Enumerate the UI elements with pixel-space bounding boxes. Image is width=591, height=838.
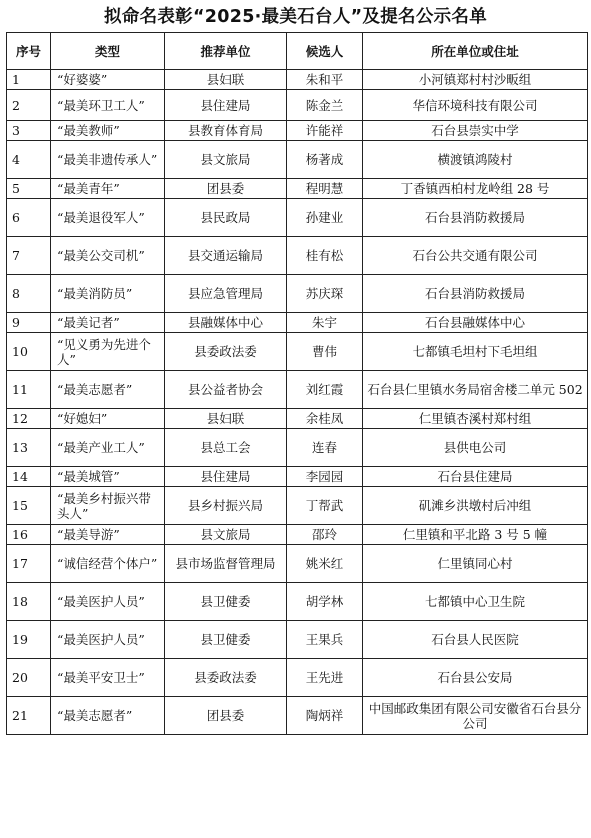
row-type: “最美乡村振兴带头人” bbox=[51, 487, 165, 525]
row-address: 石台县崇实中学 bbox=[363, 121, 588, 141]
row-unit: 县住建局 bbox=[165, 467, 287, 487]
row-unit: 团县委 bbox=[165, 179, 287, 199]
row-number: 4 bbox=[7, 141, 51, 179]
row-unit: 县融媒体中心 bbox=[165, 313, 287, 333]
row-nominee: 朱和平 bbox=[287, 70, 363, 90]
row-type: “最美医护人员” bbox=[51, 621, 165, 659]
row-nominee: 苏庆琛 bbox=[287, 275, 363, 313]
row-number: 18 bbox=[7, 583, 51, 621]
table-row bbox=[7, 409, 588, 429]
row-type: “好婆婆” bbox=[51, 70, 165, 90]
row-unit: 县交通运输局 bbox=[165, 237, 287, 275]
table-row bbox=[7, 179, 588, 199]
row-address: 小河镇郑村村沙畈组 bbox=[363, 70, 588, 90]
row-nominee: 孙建业 bbox=[287, 199, 363, 237]
row-type: “最美消防员” bbox=[51, 275, 165, 313]
row-address: 矶滩乡洪墩村后冲组 bbox=[363, 487, 588, 525]
row-number: 11 bbox=[7, 371, 51, 409]
row-number: 21 bbox=[7, 697, 51, 735]
table-row bbox=[7, 545, 588, 583]
row-number: 14 bbox=[7, 467, 51, 487]
table-row bbox=[7, 429, 588, 467]
row-nominee: 曹伟 bbox=[287, 333, 363, 371]
table-row bbox=[7, 141, 588, 179]
row-nominee: 姚米红 bbox=[287, 545, 363, 583]
row-unit: 县文旅局 bbox=[165, 525, 287, 545]
row-number: 7 bbox=[7, 237, 51, 275]
row-address: 石台县仁里镇水务局宿舍楼二单元 502 bbox=[363, 371, 588, 409]
row-unit: 县住建局 bbox=[165, 90, 287, 121]
row-unit: 县卫健委 bbox=[165, 621, 287, 659]
table-row bbox=[7, 621, 588, 659]
row-nominee: 朱宇 bbox=[287, 313, 363, 333]
row-nominee: 李园园 bbox=[287, 467, 363, 487]
row-unit: 县教育体育局 bbox=[165, 121, 287, 141]
row-number: 2 bbox=[7, 90, 51, 121]
row-unit: 县公益者协会 bbox=[165, 371, 287, 409]
row-number: 16 bbox=[7, 525, 51, 545]
table-row bbox=[7, 697, 588, 735]
row-address: 七都镇毛坦村下毛坦组 bbox=[363, 333, 588, 371]
row-type: “最美导游” bbox=[51, 525, 165, 545]
row-number: 3 bbox=[7, 121, 51, 141]
table-row bbox=[7, 525, 588, 545]
row-nominee: 连春 bbox=[287, 429, 363, 467]
header-name: 候选人 bbox=[287, 33, 363, 70]
row-type: “最美产业工人” bbox=[51, 429, 165, 467]
row-unit: 县民政局 bbox=[165, 199, 287, 237]
row-number: 13 bbox=[7, 429, 51, 467]
row-nominee: 余桂凤 bbox=[287, 409, 363, 429]
row-nominee: 刘红霞 bbox=[287, 371, 363, 409]
table-row bbox=[7, 467, 588, 487]
row-type: “最美非遗传承人” bbox=[51, 141, 165, 179]
row-address: 石台县人民医院 bbox=[363, 621, 588, 659]
table-header-row bbox=[7, 33, 588, 70]
row-type: “最美教师” bbox=[51, 121, 165, 141]
row-address: 仁里镇杏溪村郑村组 bbox=[363, 409, 588, 429]
row-number: 1 bbox=[7, 70, 51, 90]
table-row bbox=[7, 90, 588, 121]
row-type: “最美医护人员” bbox=[51, 583, 165, 621]
row-address: 石台县消防救援局 bbox=[363, 199, 588, 237]
table-row bbox=[7, 121, 588, 141]
header-addr: 所在单位或住址 bbox=[363, 33, 588, 70]
row-address: 石台县消防救援局 bbox=[363, 275, 588, 313]
row-address: 仁里镇和平北路 3 号 5 幢 bbox=[363, 525, 588, 545]
row-number: 17 bbox=[7, 545, 51, 583]
header-type: 类型 bbox=[51, 33, 165, 70]
table-row bbox=[7, 659, 588, 697]
row-type: “最美志愿者” bbox=[51, 697, 165, 735]
table-row bbox=[7, 70, 588, 90]
row-address: 中国邮政集团有限公司安徽省石台县分公司 bbox=[363, 697, 588, 735]
table-row bbox=[7, 487, 588, 525]
row-type: “最美记者” bbox=[51, 313, 165, 333]
row-unit: 县妇联 bbox=[165, 409, 287, 429]
row-nominee: 陶炳祥 bbox=[287, 697, 363, 735]
row-type: “最美青年” bbox=[51, 179, 165, 199]
row-nominee: 王果兵 bbox=[287, 621, 363, 659]
row-type: “诚信经营个体户” bbox=[51, 545, 165, 583]
row-type: “最美志愿者” bbox=[51, 371, 165, 409]
row-number: 5 bbox=[7, 179, 51, 199]
row-address: 石台县住建局 bbox=[363, 467, 588, 487]
row-unit: 县妇联 bbox=[165, 70, 287, 90]
row-address: 丁香镇西柏村龙岭组 28 号 bbox=[363, 179, 588, 199]
row-unit: 县总工会 bbox=[165, 429, 287, 467]
row-number: 12 bbox=[7, 409, 51, 429]
table-row bbox=[7, 371, 588, 409]
row-number: 6 bbox=[7, 199, 51, 237]
document-title: 拟命名表彰“2025·最美石台人”及提名公示名单 bbox=[103, 7, 488, 27]
row-number: 20 bbox=[7, 659, 51, 697]
row-unit: 县委政法委 bbox=[165, 333, 287, 371]
header-no: 序号 bbox=[7, 33, 51, 70]
row-unit: 县卫健委 bbox=[165, 583, 287, 621]
table-row bbox=[7, 237, 588, 275]
row-type: “最美环卫工人” bbox=[51, 90, 165, 121]
row-address: 仁里镇同心村 bbox=[363, 545, 588, 583]
row-number: 15 bbox=[7, 487, 51, 525]
row-nominee: 丁帮武 bbox=[287, 487, 363, 525]
row-unit: 县委政法委 bbox=[165, 659, 287, 697]
row-address: 县供电公司 bbox=[363, 429, 588, 467]
row-unit: 县市场监督管理局 bbox=[165, 545, 287, 583]
row-address: 横渡镇鸿陵村 bbox=[363, 141, 588, 179]
row-unit: 县应急管理局 bbox=[165, 275, 287, 313]
row-unit: 县文旅局 bbox=[165, 141, 287, 179]
table-row bbox=[7, 333, 588, 371]
table-row bbox=[7, 199, 588, 237]
row-address: 石台公共交通有限公司 bbox=[363, 237, 588, 275]
row-type: “好媳妇” bbox=[51, 409, 165, 429]
row-address: 石台县公安局 bbox=[363, 659, 588, 697]
row-nominee: 桂有松 bbox=[287, 237, 363, 275]
row-type: “最美公交司机” bbox=[51, 237, 165, 275]
row-number: 19 bbox=[7, 621, 51, 659]
row-nominee: 邵玲 bbox=[287, 525, 363, 545]
row-nominee: 胡学林 bbox=[287, 583, 363, 621]
table-row bbox=[7, 275, 588, 313]
row-type: “最美城管” bbox=[51, 467, 165, 487]
row-nominee: 杨著成 bbox=[287, 141, 363, 179]
header-unit: 推荐单位 bbox=[165, 33, 287, 70]
row-number: 10 bbox=[7, 333, 51, 371]
row-nominee: 王先进 bbox=[287, 659, 363, 697]
nominee-table bbox=[6, 32, 588, 735]
row-number: 8 bbox=[7, 275, 51, 313]
table-row bbox=[7, 583, 588, 621]
row-type: “见义勇为先进个人” bbox=[51, 333, 165, 371]
row-nominee: 程明慧 bbox=[287, 179, 363, 199]
row-unit: 团县委 bbox=[165, 697, 287, 735]
row-address: 石台县融媒体中心 bbox=[363, 313, 588, 333]
row-unit: 县乡村振兴局 bbox=[165, 487, 287, 525]
row-address: 华信环境科技有限公司 bbox=[363, 90, 588, 121]
table-row bbox=[7, 313, 588, 333]
row-nominee: 许能祥 bbox=[287, 121, 363, 141]
row-number: 9 bbox=[7, 313, 51, 333]
table-body bbox=[7, 70, 588, 735]
row-type: “最美退役军人” bbox=[51, 199, 165, 237]
row-nominee: 陈金兰 bbox=[287, 90, 363, 121]
row-address: 七都镇中心卫生院 bbox=[363, 583, 588, 621]
row-type: “最美平安卫士” bbox=[51, 659, 165, 697]
